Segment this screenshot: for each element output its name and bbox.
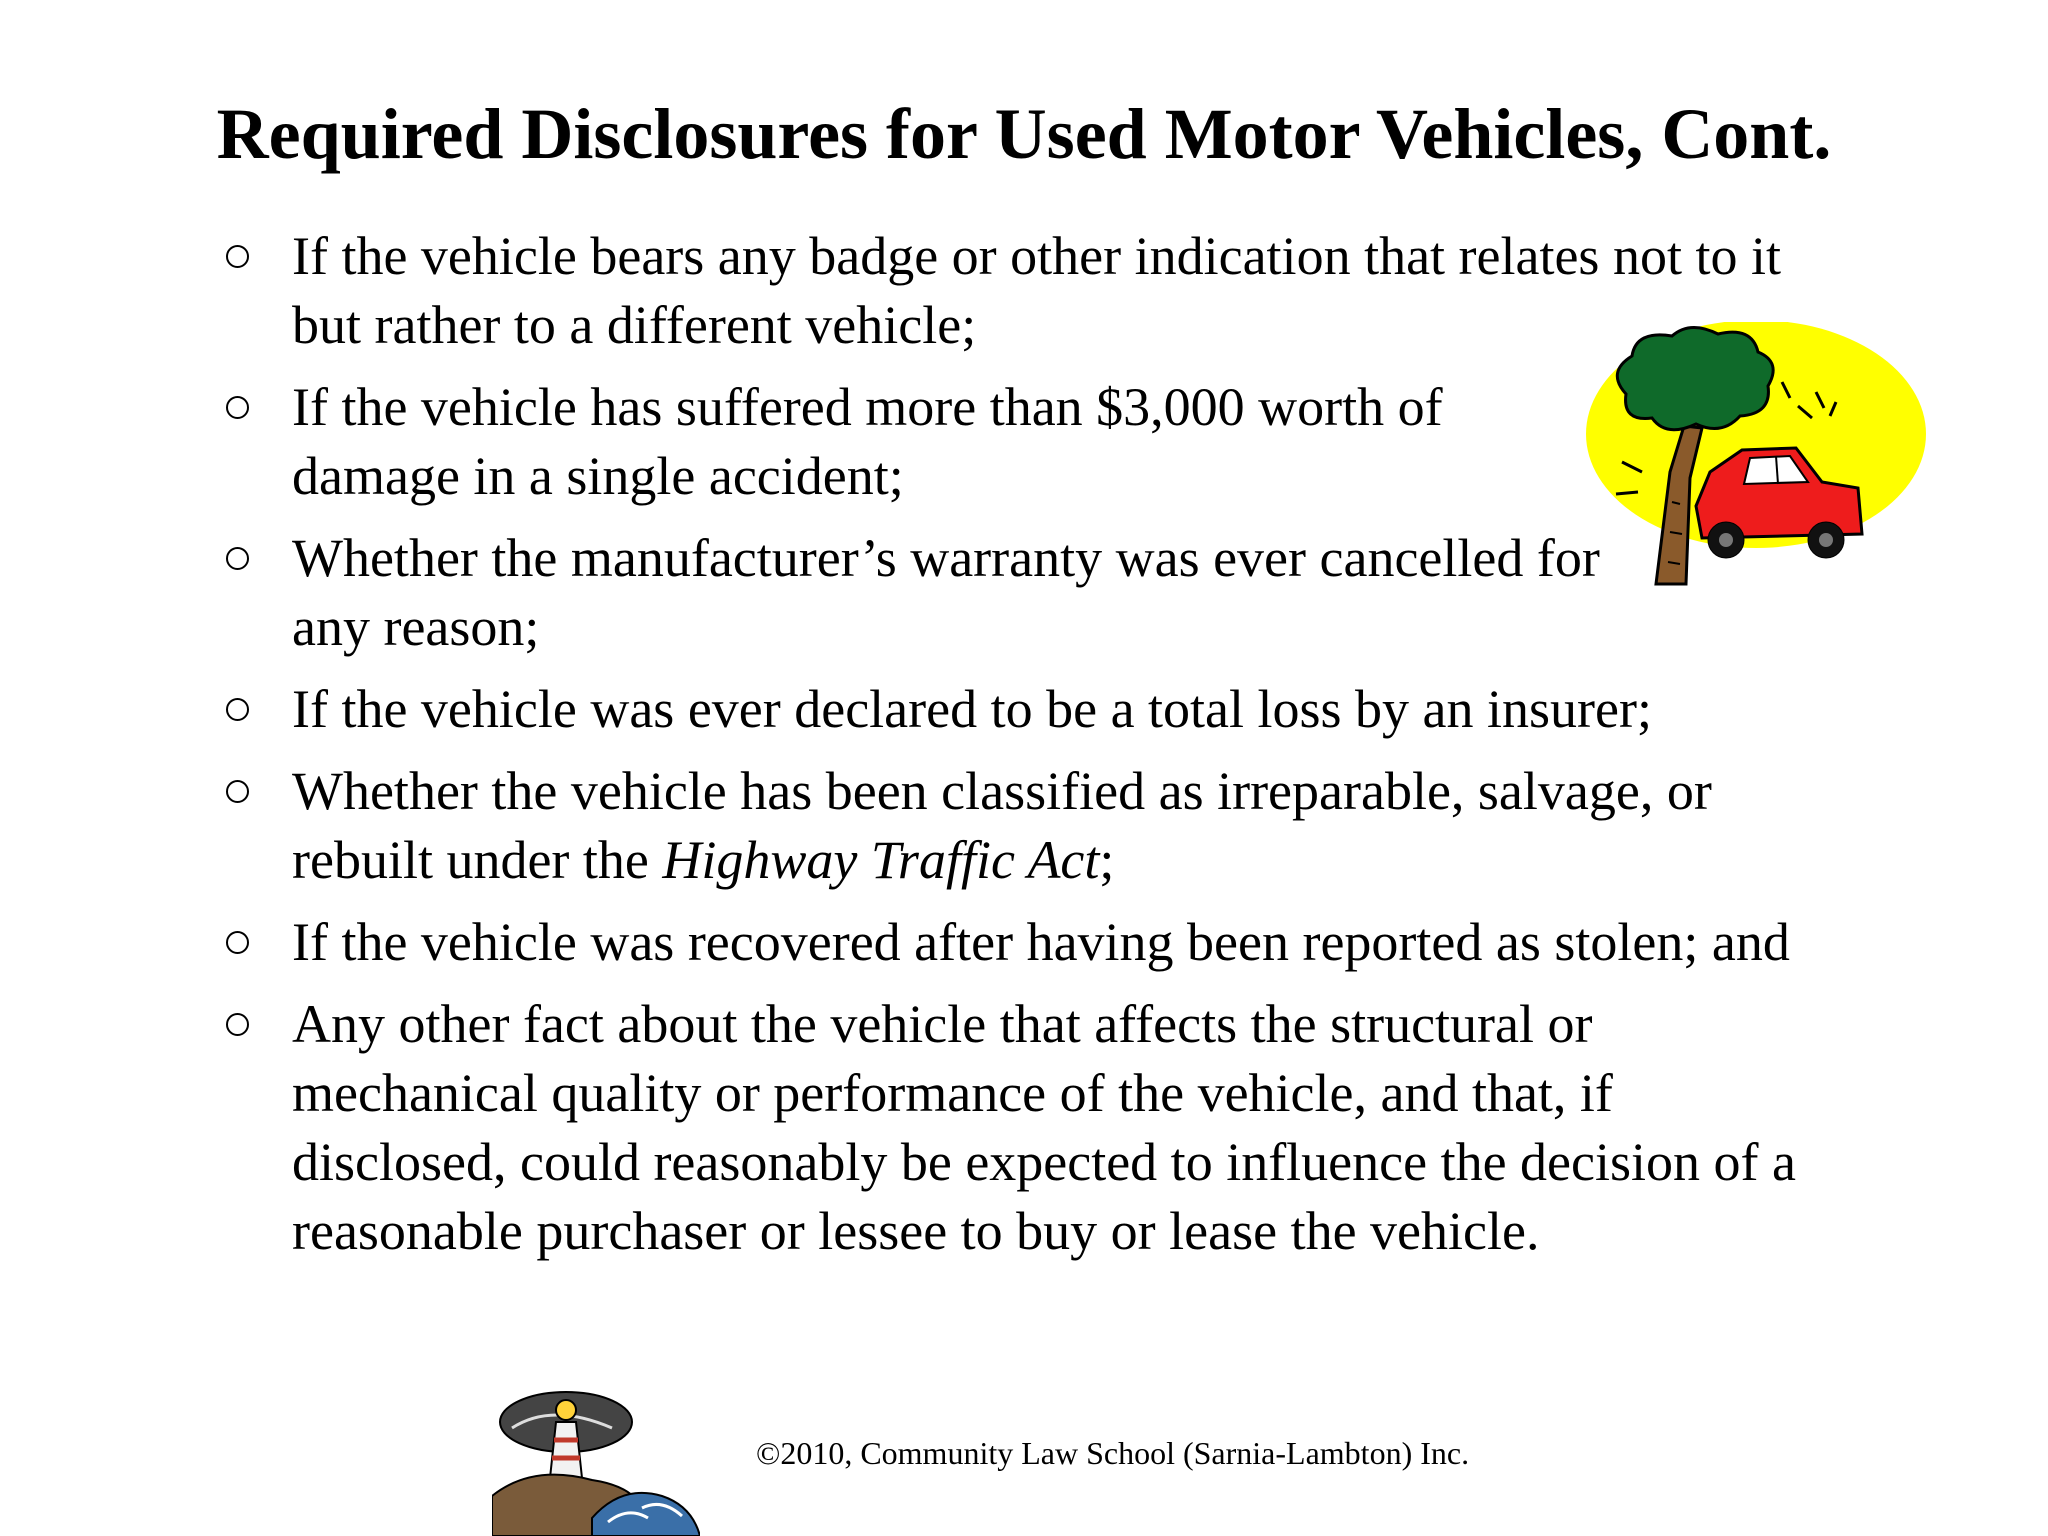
bullet-text-part: Whether the vehicle has been classified as irreparable, salvage, or rebuilt under the	[292, 761, 1712, 890]
list-item	[226, 757, 1832, 895]
bullet-text-part: ;	[1099, 830, 1115, 890]
lighthouse-logo-icon	[492, 1388, 700, 1536]
circle-bullet-icon	[226, 245, 249, 268]
circle-bullet-icon	[226, 1013, 249, 1036]
slide-title: Required Disclosures for Used Motor Vehicles, Cont.	[216, 94, 1832, 174]
tree-canopy	[1617, 327, 1773, 429]
copyright-footer: ©2010, Community Law School (Sarnia-Lambton) Inc.	[756, 1435, 1470, 1471]
circle-bullet-icon	[226, 780, 249, 803]
bullet-text: If the vehicle has suffered more than $3,000 worth of damage in a single accident;	[292, 377, 1443, 506]
bullet-text: If the vehicle bears any badge or other indication that relates not to it but rather to a different vehicle;	[292, 226, 1781, 355]
bullet-text: Whether the manufacturer’s warranty was ever cancelled for any reason;	[292, 528, 1600, 657]
list-item	[226, 675, 1932, 744]
car-crash-into-tree-icon	[1586, 322, 1926, 598]
bullet-text: If the vehicle was ever declared to be a total loss by an insurer;	[292, 679, 1652, 739]
circle-bullet-icon	[226, 698, 249, 721]
list-item	[226, 990, 1832, 1266]
list-item	[226, 373, 1622, 511]
act-name: Highway Traffic Act	[662, 830, 1100, 890]
bullet-text: Any other fact about the vehicle that affects the structural or mechanical quality or performance of the vehicle, and that, if disclosed, could reasonably be expected to influence the decision of a reasonable purchaser or lessee to buy or lease the vehicle.	[292, 994, 1796, 1261]
bullet-text	[292, 761, 1712, 890]
circle-bullet-icon	[226, 931, 249, 954]
bullet-text: If the vehicle was recovered after having been reported as stolen; and	[292, 912, 1790, 972]
list-item	[226, 524, 1652, 662]
list-item	[226, 908, 1932, 977]
circle-bullet-icon	[226, 396, 249, 419]
circle-bullet-icon	[226, 547, 249, 570]
